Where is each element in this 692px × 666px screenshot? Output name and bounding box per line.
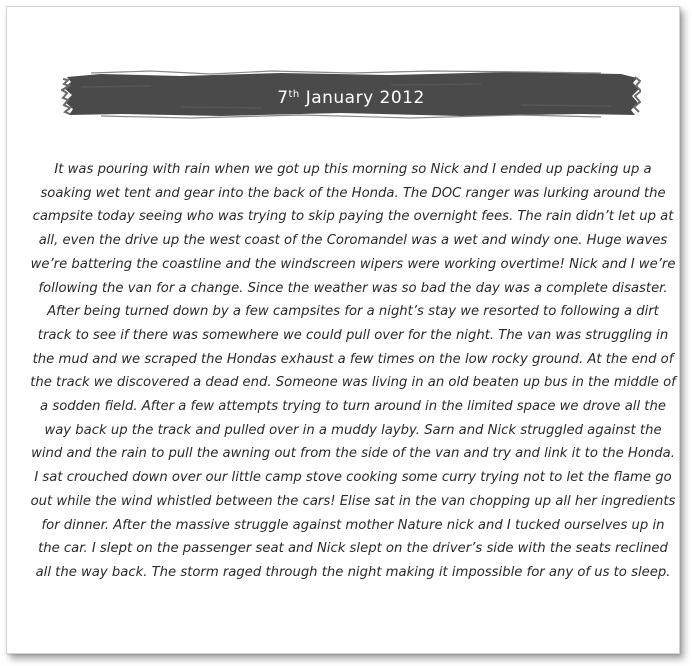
- journal-page: [6, 6, 680, 654]
- date-month-year: January 2012: [305, 88, 425, 108]
- date-ordinal-suffix: th: [288, 89, 300, 100]
- date-banner: [61, 69, 641, 119]
- entry-date: [61, 69, 641, 119]
- date-day: 7: [277, 88, 289, 108]
- journal-entry-text: It was pouring with rain when we got up this morning so Nick and I ended up packing up a soaking wet tent and gear into the back of the Honda. The DOC ranger was lurking around the campsite today seeing who was trying to skip paying the overnight fees. The rain didn’t let up at all, even the drive up the west coast of the Coromandel was a wet and windy one. Huge waves we’re battering the coastline and the windscreen wipers were working overtime! Nick and I we’re following the van for a change. Since the weather was so bad the day was a complete disaster. After being turned down by a few campsites for a night’s stay we resorted to following a dirt track to see if there was somewhere we could pull over for the night. The van was struggling in the mud and we scraped the Hondas exhaust a few times on the low rocky ground. At the end of the track we discovered a dead end. Someone was living in an old beaten up bus in the middle of a sodden field. After a few attempts trying to turn around in the limited space we drove all the way back up the track and pulled over in a muddy layby. Sarn and Nick struggled against the wind and the rain to pull the awning out from the side of the van and try and link it to the Honda. I sat crouched down over our little camp stove cooking some curry trying not to let the flame go out while the wind whistled between the cars! Elise sat in the van chopping up all her ingredients for dinner. After the massive struggle against mother Nature nick and I tucked ourselves up in the car. I slept on the passenger seat and Nick slept on the driver’s side with the seats reclined all the way back. The storm raged through the night making it impossible for any of us to sleep.: [30, 162, 676, 580]
